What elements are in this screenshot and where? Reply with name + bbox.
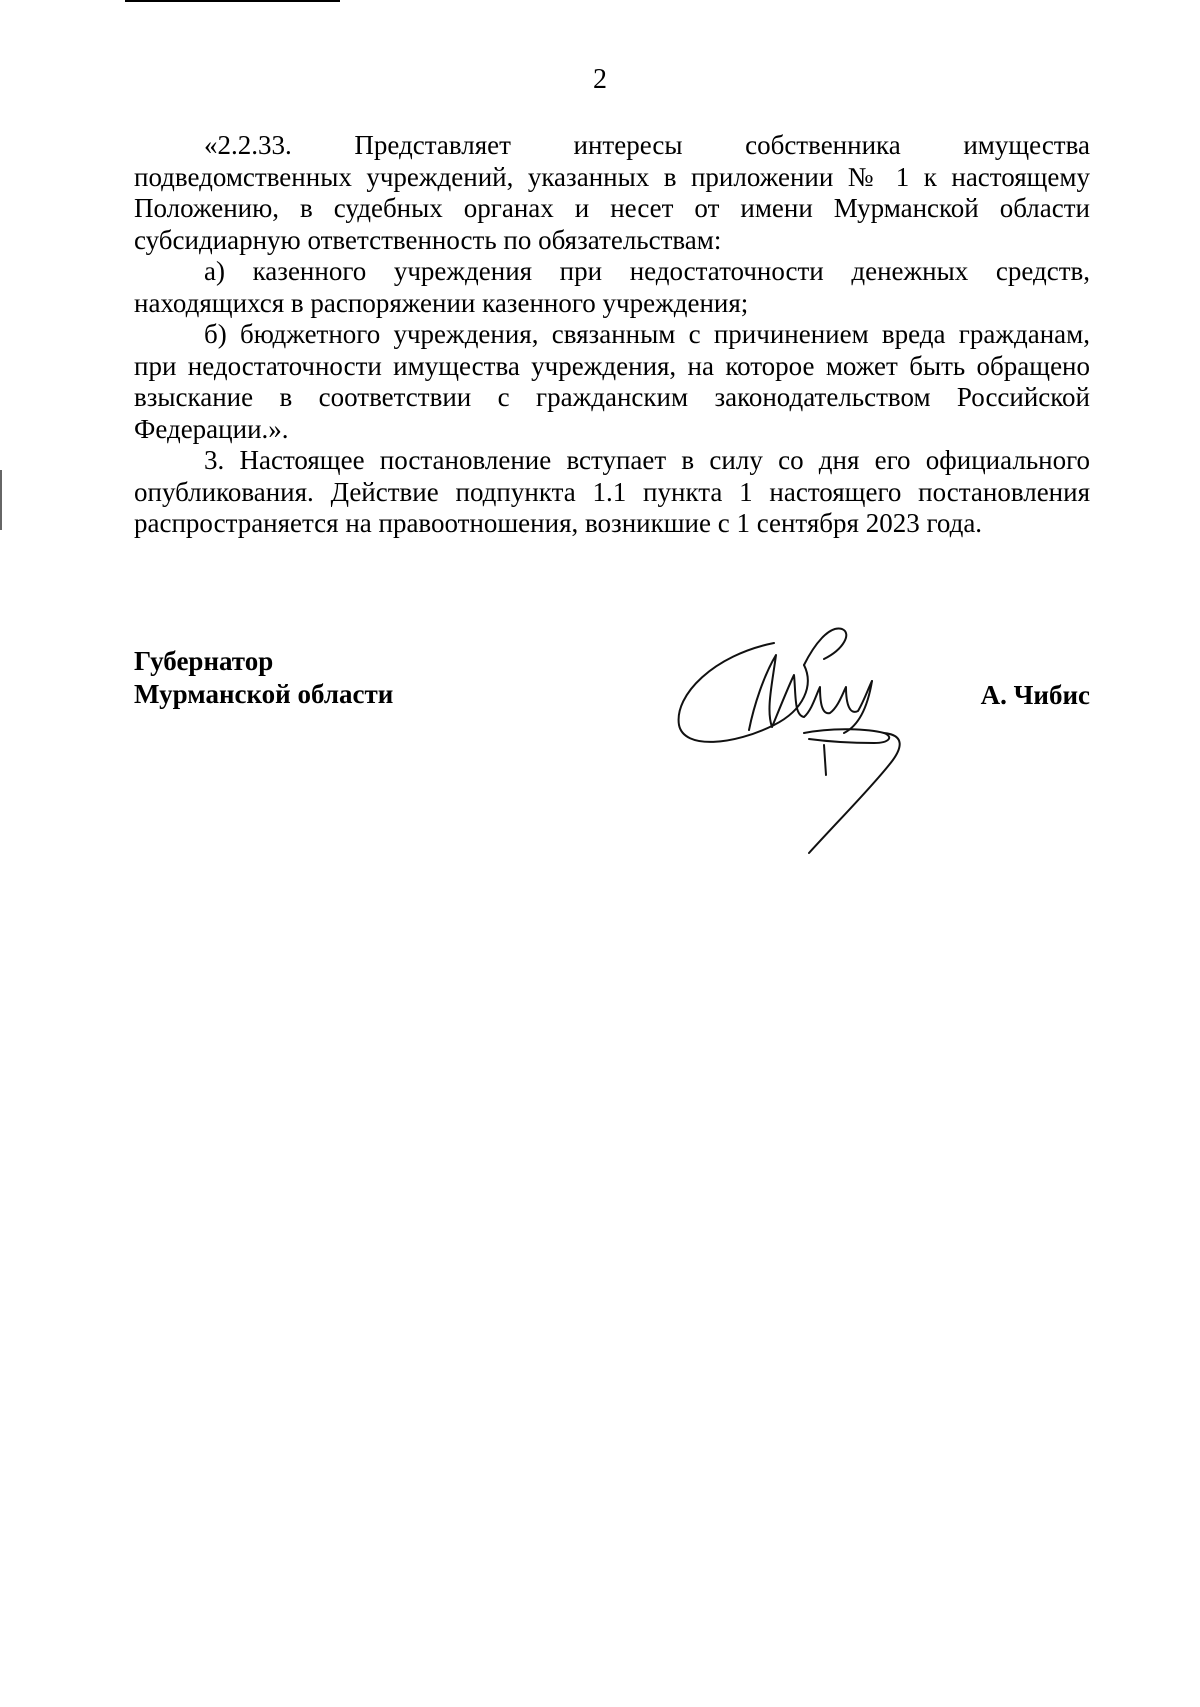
document-body [134, 130, 1090, 540]
signature-block [134, 645, 1090, 865]
handwritten-signature [654, 615, 954, 865]
paragraph-subpoint-a: а) казенного учреждения при недостаточности денежных средств, находящихся в распоряжении казенного учреждения; [134, 256, 1090, 318]
paragraph-2-2-33: «2.2.33. Представляет интересы собственника имущества подведомственных учреждений, указанных в приложении № 1 к настоящему Положению, в судебных органах и несет от имени Мурманской области субсидиарную ответственность по обязательствам: [134, 130, 1090, 255]
paragraph-3: 3. Настоящее постановление вступает в силу со дня его официального опубликования. Действие подпункта 1.1 пункта 1 настоящего постановления распространяется на правоотношения, возникшие с 1 сентября 2023 года. [134, 445, 1090, 538]
signer-title-line-1: Губернатор [134, 646, 274, 676]
paragraph-subpoint-b: б) бюджетного учреждения, связанным с причинением вреда гражданам, при недостаточности имущества учреждения, на которое может быть обращено взыскание в соответствии с гражданским законодательством Российской Федерации.». [134, 319, 1090, 444]
scan-artifact-left [0, 470, 2, 530]
signer-name: А. Чибис [980, 680, 1090, 710]
scan-artifact-top [125, 0, 340, 2]
signer-title-line-2: Мурманской области [134, 679, 394, 709]
page-number: 2 [593, 64, 607, 95]
signer-title [134, 645, 393, 711]
